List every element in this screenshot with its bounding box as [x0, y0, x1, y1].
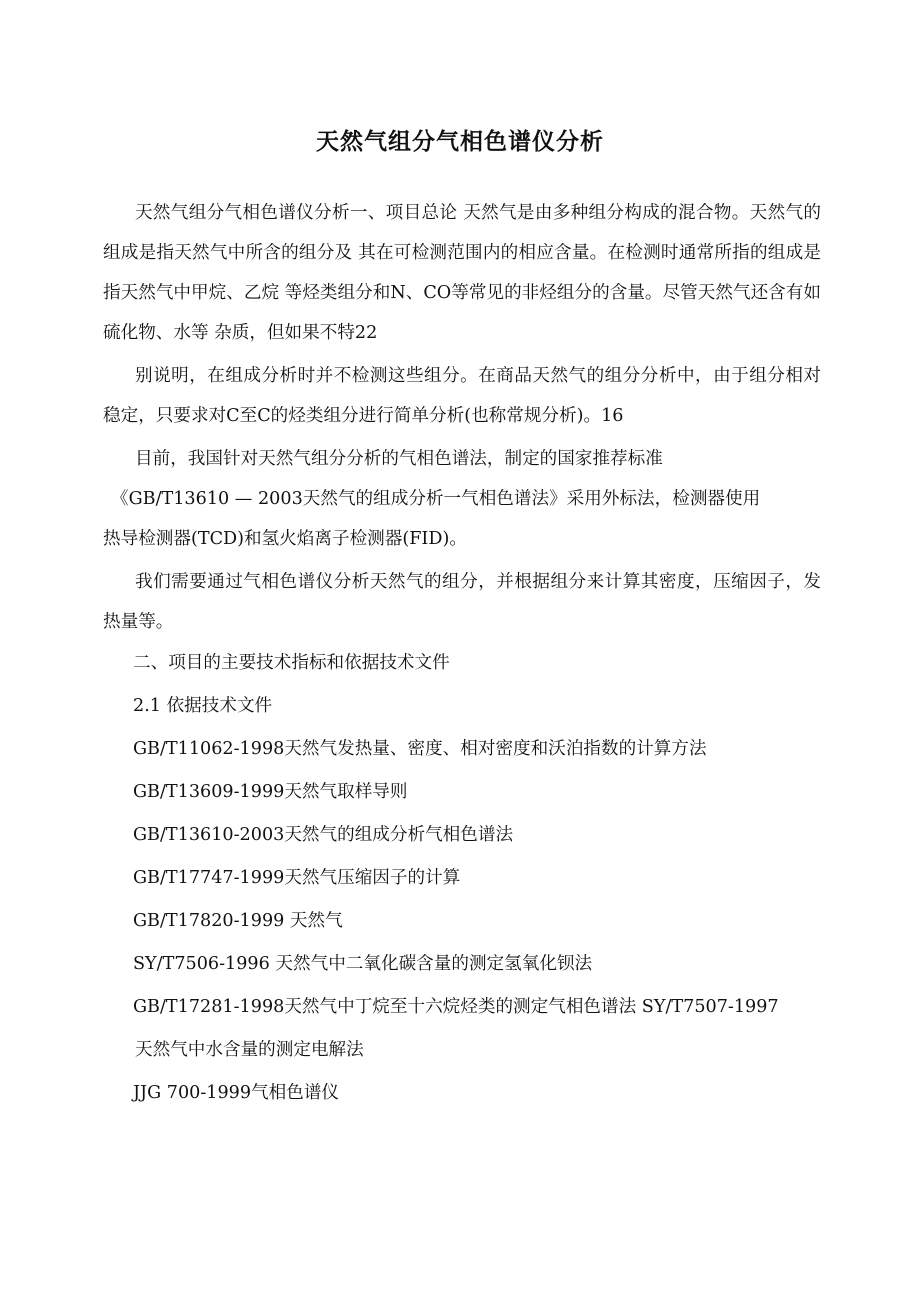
- paragraph-national-standard-lead: 目前，我国针对天然气组分分析的气相色谱法，制定的国家推荐标准: [135, 449, 663, 469]
- reference-item: 天然气中水含量的测定电解法: [135, 1040, 364, 1060]
- reference-item: GB/T11062-1998天然气发热量、密度、相对密度和沃泊指数的计算方法: [133, 739, 707, 759]
- reference-item: SY/T7506-1996 天然气中二氧化碳含量的测定氢氧化钡法: [133, 954, 593, 974]
- paragraph-national-standard-citation: 《GB/T13610 — 2003天然气的组成分析一气相色谱法》采用外标法，检测器使用: [111, 489, 761, 509]
- paragraph-detectors: 热导检测器(TCD)和氢火焰离子检测器(FID)。: [103, 529, 467, 549]
- section-heading: 二、项目的主要技术指标和依据技术文件: [133, 653, 450, 673]
- reference-item: GB/T17820-1999 天然气: [133, 911, 343, 931]
- document-title: 天然气组分气相色谱仪分析: [316, 129, 604, 155]
- document-body: [103, 193, 821, 1115]
- paragraph-component-analysis: 别说明，在组成分析时并不检测这些组分。在商品天然气的组分分析中，由于组分相对稳定，只要求对C至C的烃类组分进行简单分析(也称常规分析)。16: [103, 366, 821, 426]
- reference-item: JJG 700-1999气相色谱仪: [133, 1083, 340, 1103]
- reference-item: GB/T13610-2003天然气的组成分析气相色谱法: [133, 825, 514, 845]
- paragraph-analysis-goal: 我们需要通过气相色谱仪分析天然气的组分，并根据组分来计算其密度，压缩因子，发热量等。: [103, 572, 821, 632]
- paragraph-project-overview: 天然气组分气相色谱仪分析一、项目总论 天然气是由多种组分构成的混合物。天然气的组成是指天然气中所含的组分及 其在可检测范围内的相应含量。在检测时通常所指的组成是指天然气中甲烷、乙烷 等烃类组分和N、CO等常见的非烃组分的含量。尽管天然气还含有如硫化物、水等 杂质，但如果不特22: [103, 203, 821, 343]
- reference-item: GB/T17747-1999天然气压缩因子的计算: [133, 868, 461, 888]
- reference-item: GB/T17281-1998天然气中丁烷至十六烷烃类的测定气相色谱法 SY/T7507-1997: [133, 997, 779, 1017]
- reference-item: GB/T13609-1999天然气取样导则: [133, 782, 408, 802]
- subsection-heading: 2.1 依据技术文件: [133, 696, 273, 716]
